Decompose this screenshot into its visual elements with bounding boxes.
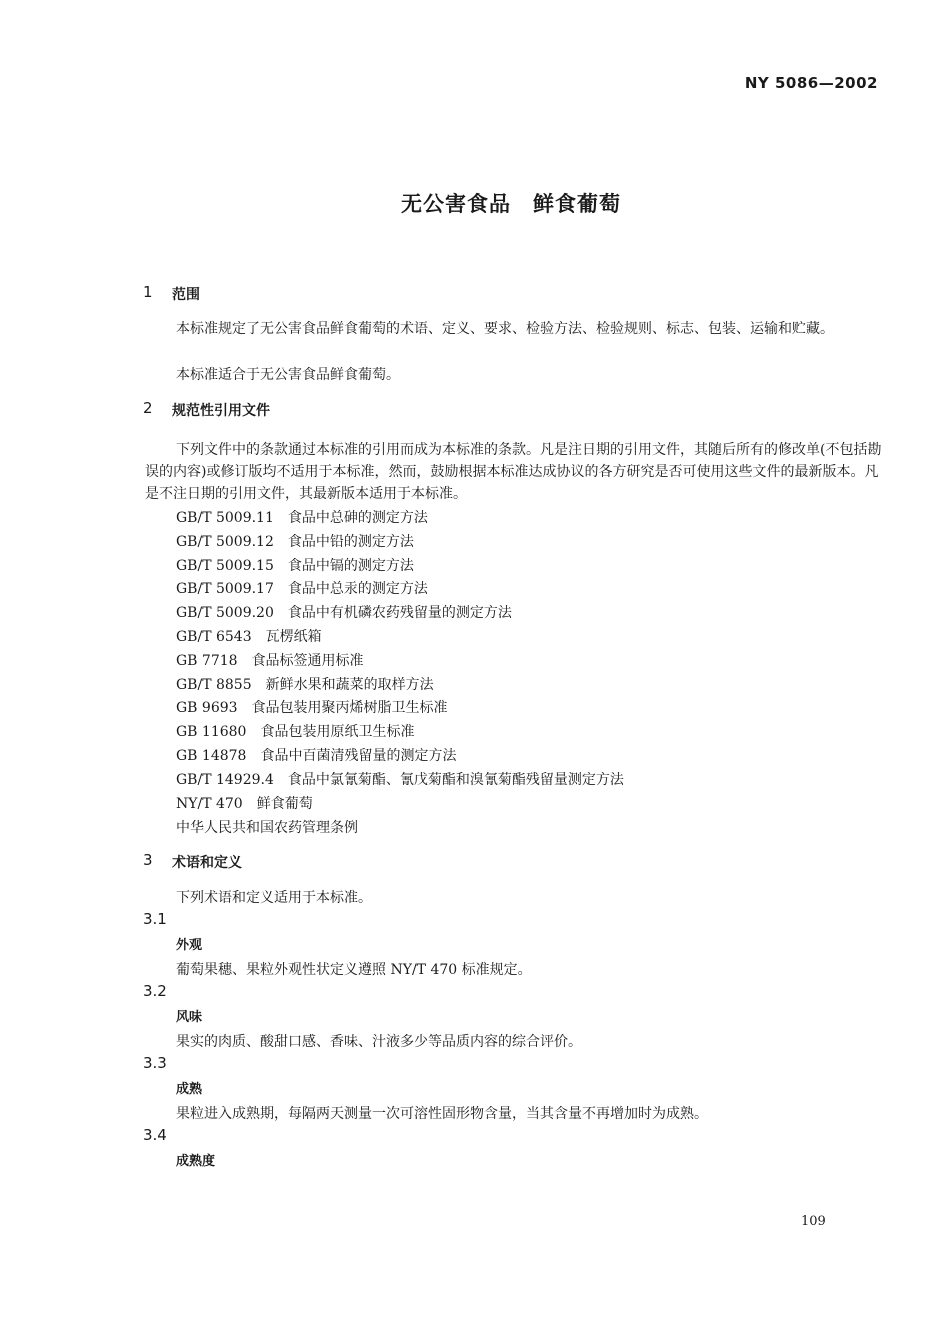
reference-code: GB/T 5009.12 (176, 534, 274, 550)
reference-code: GB/T 5009.17 (176, 581, 274, 597)
reference-name: 食品中有机磷农药残留量的测定方法 (287, 605, 512, 621)
reference-name: 新鲜水果和蔬菜的取样方法 (265, 677, 434, 693)
reference-item (176, 626, 322, 646)
section-1-paragraph-1: 本标准规定了无公害食品鲜食葡萄的术语、定义、要求、检验方法、检验规则、标志、包装、运输和贮藏。 (176, 321, 834, 337)
section-2-title: 规范性引用文件 (172, 403, 270, 419)
reference-code: NY/T 470 (176, 796, 243, 812)
term-definition: 果粒进入成熟期，每隔两天测量一次可溶性固形物含量，当其含量不再增加时为成熟。 (176, 1106, 708, 1122)
reference-name: 鲜食葡萄 (256, 796, 313, 812)
section-2-intro: 下列文件中的条款通过本标准的引用而成为本标准的条款。凡是注日期的引用文件，其随后所有的修改单(不包括勘误的内容)或修订版均不适用于本标准，然而，鼓励根据本标准达成协议的各方研究是否可使用这些文件的最新版本。凡是不注日期的引用文件，其最新版本适用于本标准。 (145, 442, 882, 502)
reference-code: GB/T 5009.11 (176, 510, 274, 526)
reference-item (176, 531, 414, 551)
reference-code: GB 9693 (176, 700, 238, 716)
reference-code: GB/T 5009.15 (176, 558, 274, 574)
reference-name: 食品中百菌清残留量的测定方法 (260, 748, 457, 764)
reference-item (176, 555, 414, 575)
reference-regulation: 中华人民共和国农药管理条例 (176, 820, 358, 836)
reference-code: GB/T 6543 (176, 629, 252, 645)
reference-name: 食品中总汞的测定方法 (287, 581, 428, 597)
reference-name: 食品包装用聚丙烯树脂卫生标准 (251, 700, 448, 716)
section-3-intro: 下列术语和定义适用于本标准。 (176, 890, 372, 906)
page-number: 109 (801, 1214, 826, 1229)
reference-name: 食品标签通用标准 (251, 653, 364, 669)
reference-item (176, 769, 624, 789)
term-definition: 果实的肉质、酸甜口感、香味、汁液多少等品质内容的综合评价。 (176, 1034, 582, 1050)
term-number: 3.1 (143, 910, 167, 928)
reference-item (176, 793, 313, 813)
reference-name: 食品中铅的测定方法 (287, 534, 414, 550)
section-2-number: 2 (143, 399, 153, 417)
reference-code: GB/T 8855 (176, 677, 252, 693)
reference-item (176, 745, 456, 765)
term-number: 3.3 (143, 1054, 167, 1072)
reference-item (176, 697, 448, 717)
reference-code: GB/T 14929.4 (176, 772, 274, 788)
reference-item (176, 578, 428, 598)
term-title: 外观 (176, 938, 203, 953)
term-title: 风味 (176, 1010, 203, 1025)
reference-name: 瓦楞纸箱 (265, 629, 322, 645)
standard-code-header: NY 5086—2002 (744, 74, 878, 92)
reference-item (176, 674, 434, 694)
reference-code: GB/T 5009.20 (176, 605, 274, 621)
reference-name: 食品包装用原纸卫生标准 (260, 724, 415, 740)
reference-name: 食品中镉的测定方法 (287, 558, 414, 574)
term-title: 成熟度 (176, 1154, 216, 1169)
section-3-number: 3 (143, 851, 153, 869)
term-number: 3.2 (143, 982, 167, 1000)
section-3-title: 术语和定义 (172, 855, 242, 871)
reference-item (176, 721, 414, 741)
reference-name: 食品中总砷的测定方法 (287, 510, 428, 526)
section-1-number: 1 (143, 283, 153, 301)
section-1-paragraph-2: 本标准适合于无公害食品鲜食葡萄。 (176, 367, 400, 383)
term-title: 成熟 (176, 1082, 203, 1097)
reference-name: 食品中氯氰菊酯、氰戊菊酯和溴氰菊酯残留量测定方法 (287, 772, 624, 788)
term-definition: 葡萄果穗、果粒外观性状定义遵照 NY/T 470 标准规定。 (176, 962, 532, 978)
reference-item (176, 507, 428, 527)
reference-item (176, 650, 364, 670)
section-1-title: 范围 (172, 287, 200, 303)
term-number: 3.4 (143, 1126, 167, 1144)
reference-item (176, 602, 512, 622)
document-title: 无公害食品 鲜食葡萄 (401, 192, 621, 216)
reference-code: GB 11680 (176, 724, 247, 740)
reference-code: GB 7718 (176, 653, 238, 669)
reference-code: GB 14878 (176, 748, 247, 764)
